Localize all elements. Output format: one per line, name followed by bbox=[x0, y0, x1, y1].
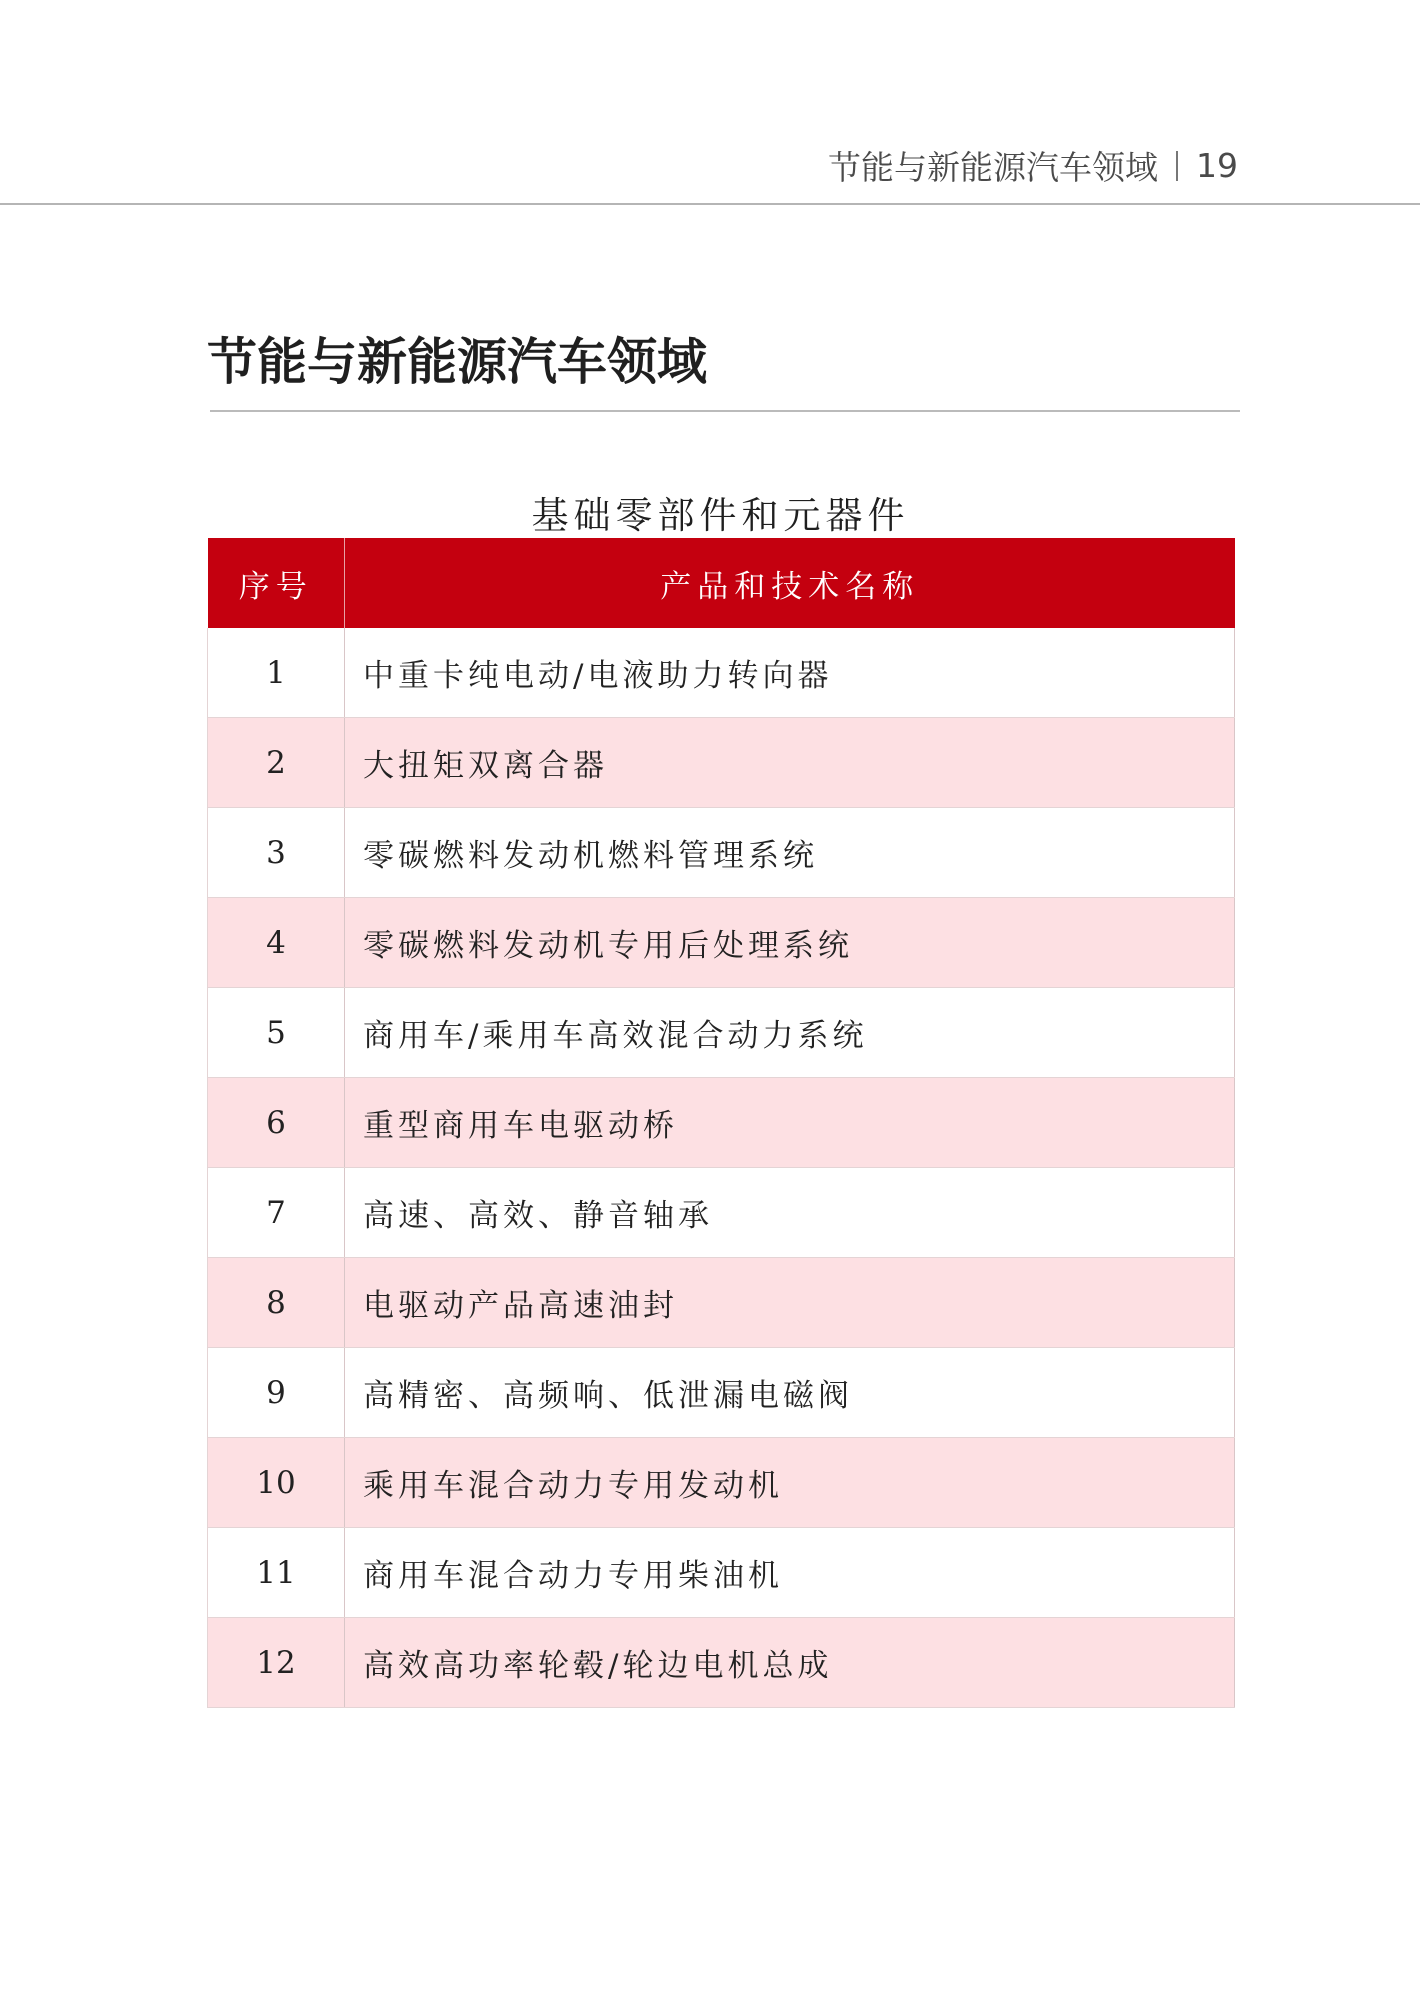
row-number: 1 bbox=[208, 628, 345, 718]
running-header bbox=[828, 142, 1238, 189]
row-name: 高效高功率轮毂/轮边电机总成 bbox=[345, 1618, 1235, 1708]
row-name: 高精密、高频响、低泄漏电磁阀 bbox=[345, 1348, 1235, 1438]
row-name: 零碳燃料发动机燃料管理系统 bbox=[345, 808, 1235, 898]
row-number: 6 bbox=[208, 1078, 345, 1168]
row-number: 12 bbox=[208, 1618, 345, 1708]
table-row bbox=[208, 718, 1235, 808]
table-row bbox=[208, 808, 1235, 898]
row-number: 4 bbox=[208, 898, 345, 988]
table-row bbox=[208, 628, 1235, 718]
table-row bbox=[208, 988, 1235, 1078]
table-row bbox=[208, 1078, 1235, 1168]
table-row bbox=[208, 1438, 1235, 1528]
row-name: 高速、高效、静音轴承 bbox=[345, 1168, 1235, 1258]
title-rule bbox=[210, 410, 1240, 412]
row-name: 零碳燃料发动机专用后处理系统 bbox=[345, 898, 1235, 988]
row-number: 7 bbox=[208, 1168, 345, 1258]
row-number: 11 bbox=[208, 1528, 345, 1618]
header-separator bbox=[1176, 151, 1178, 181]
table-row bbox=[208, 1168, 1235, 1258]
table-row bbox=[208, 1618, 1235, 1708]
page-number: 19 bbox=[1196, 146, 1238, 185]
row-name: 重型商用车电驱动桥 bbox=[345, 1078, 1235, 1168]
row-name: 大扭矩双离合器 bbox=[345, 718, 1235, 808]
row-number: 9 bbox=[208, 1348, 345, 1438]
row-name: 中重卡纯电动/电液助力转向器 bbox=[345, 628, 1235, 718]
running-header-section: 节能与新能源汽车领域 bbox=[828, 148, 1158, 187]
header-name: 产品和技术名称 bbox=[345, 538, 1235, 628]
row-name: 商用车混合动力专用柴油机 bbox=[345, 1528, 1235, 1618]
table-row bbox=[208, 1348, 1235, 1438]
row-number: 3 bbox=[208, 808, 345, 898]
row-number: 5 bbox=[208, 988, 345, 1078]
table-header-row bbox=[208, 538, 1235, 628]
table-row bbox=[208, 898, 1235, 988]
row-number: 10 bbox=[208, 1438, 345, 1528]
row-name: 商用车/乘用车高效混合动力系统 bbox=[345, 988, 1235, 1078]
row-number: 8 bbox=[208, 1258, 345, 1348]
table-caption: 基础零部件和元器件 bbox=[531, 494, 910, 537]
section-title: 节能与新能源汽车领域 bbox=[207, 333, 707, 391]
row-number: 2 bbox=[208, 718, 345, 808]
row-name: 乘用车混合动力专用发动机 bbox=[345, 1438, 1235, 1528]
product-table bbox=[207, 538, 1235, 1708]
header-rule bbox=[0, 203, 1420, 205]
row-name: 电驱动产品高速油封 bbox=[345, 1258, 1235, 1348]
header-number: 序号 bbox=[208, 538, 345, 628]
table-row bbox=[208, 1528, 1235, 1618]
table-row bbox=[208, 1258, 1235, 1348]
